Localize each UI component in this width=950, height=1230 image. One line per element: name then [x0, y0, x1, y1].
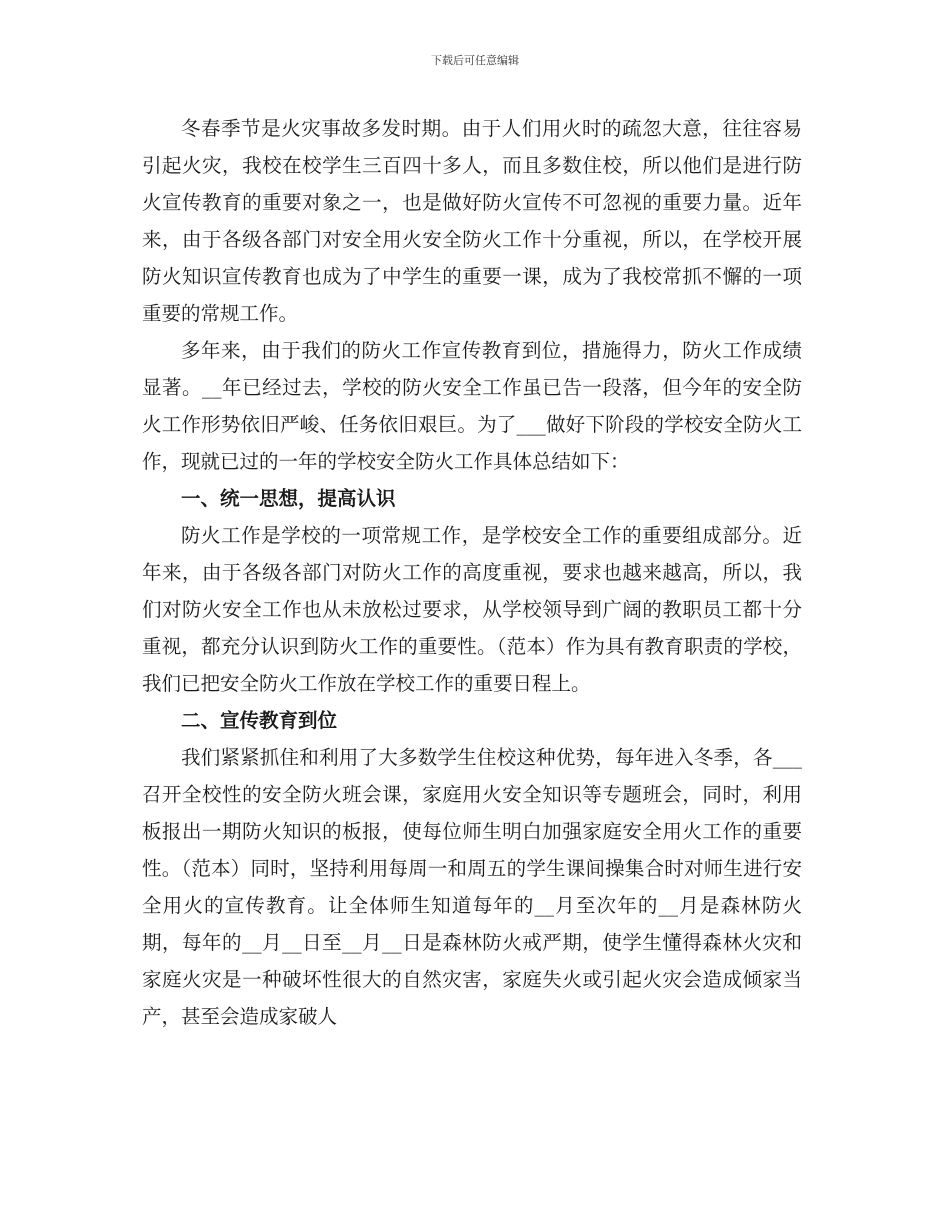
document-body	[142, 110, 802, 1035]
paragraph-intro: 冬春季节是火灾事故多发时期。由于人们用火时的疏忽大意，往往容易引起火灾，我校在校学生三百四十多人，而且多数住校，所以他们是进行防火宣传教育的重要对象之一，也是做好防火宣传不可忽视的重要力量。近年来，由于各级各部门对安全用火安全防火工作十分重视，所以，在学校开展防火知识宣传教育也成为了中学生的重要一课，成为了我校常抓不懈的一项重要的常规工作。	[142, 117, 802, 325]
page-header: 下载后可任意编辑	[431, 54, 519, 67]
section-heading-1: 一、统一思想，提高认识	[181, 487, 396, 510]
section-heading-2: 二、宣传教育到位	[181, 709, 338, 732]
paragraph-section-1: 防火工作是学校的一项常规工作，是学校安全工作的重要组成部分。近年来，由于各级各部门对防火工作的高度重视，要求也越来越高，所以，我们对防火安全工作也从未放松过要求，从学校领导到广阔的教职员工都十分重视，都充分认识到防火工作的重要性。（范本）作为具有教育职责的学校，我们已把安全防火工作放在学校工作的重要日程上。	[142, 524, 802, 695]
paragraph-section-2: 我们紧紧抓住和利用了大多数学生住校这种优势，每年进入冬季，各___召开全校性的安全防火班会课，家庭用火安全知识等专题班会，同时，利用板报出一期防火知识的板报，使每位师生明白加强家庭安全用火工作的重要性。（范本）同时，坚持利用每周一和周五的学生课间操集合时对师生进行安全用火的宣传教育。让全体师生知道每年的__月至次年的__月是森林防火期，每年的__月__日至__月__日是森林防火戒严期，使学生懂得森林火灾和家庭火灾是一种破坏性很大的自然灾害，家庭失火或引起火灾会造成倾家当产，甚至会造成家破人	[142, 746, 802, 1028]
paragraph-summary-intro: 多年来，由于我们的防火工作宣传教育到位，措施得力，防火工作成绩显著。__年已经过去，学校的防火安全工作虽已告一段落，但今年的安全防火工作形势依旧严峻、任务依旧艰巨。为了___做好下阶段的学校安全防火工作，现就已过的一年的学校安全防火工作具体总结如下：	[142, 339, 802, 473]
